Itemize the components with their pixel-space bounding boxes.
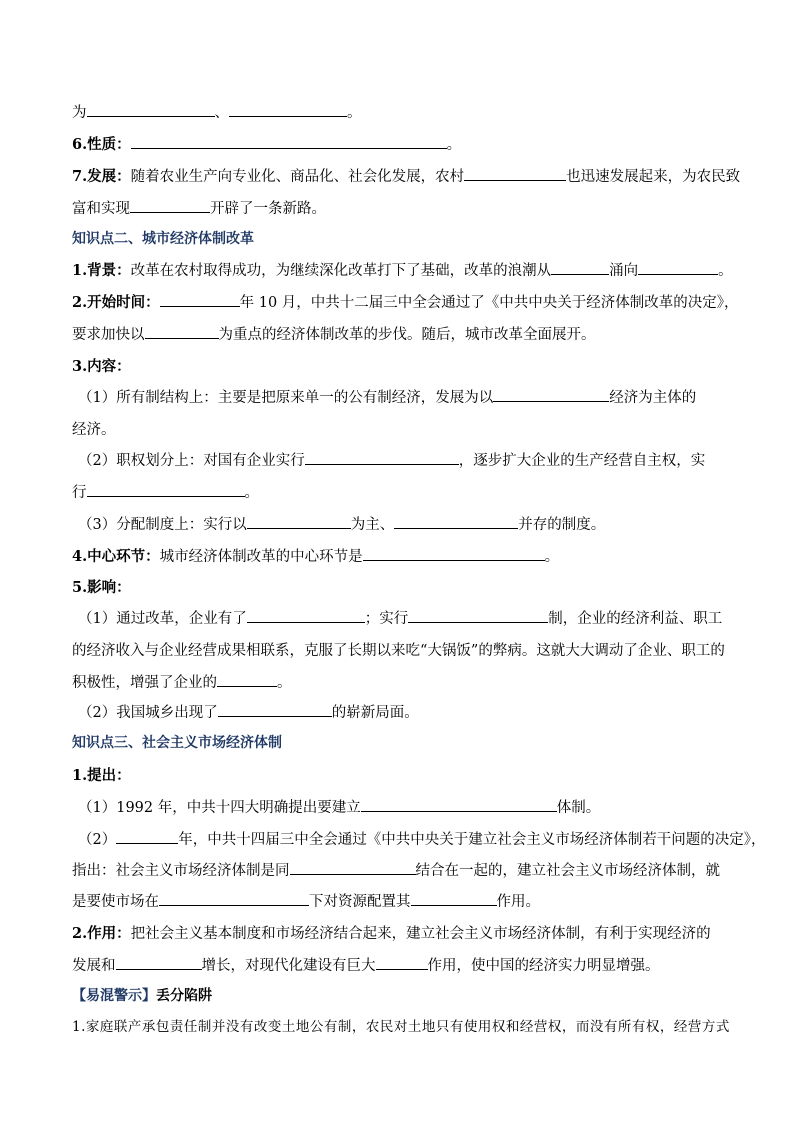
text-line: 4.中心环节：城市经济体制改革的中心环节是 。 <box>72 548 560 565</box>
text-line: 为 、 。 <box>72 101 362 122</box>
text-line: （2）我国城乡出现了 的崭新局面。 <box>78 701 419 722</box>
answer-blank[interactable] <box>116 829 178 844</box>
answer-blank[interactable] <box>247 514 351 529</box>
text-line: 积极性，增强了企业的 。 <box>72 671 292 692</box>
answer-blank[interactable] <box>87 102 215 117</box>
text-line: 是要使市场在 下对资源配置其 作用。 <box>72 890 540 911</box>
text-line: （2）职权划分上：对国有企业实行 ，逐步扩大企业的生产经营自主权，实 <box>78 449 705 470</box>
answer-blank[interactable] <box>638 260 718 275</box>
answer-blank[interactable] <box>411 891 497 906</box>
item-label: 6.性质： <box>72 136 131 153</box>
item-label: 7.发展： <box>72 168 131 185</box>
item-label: 3.内容： <box>72 358 131 375</box>
answer-blank[interactable] <box>493 387 609 402</box>
text-line: 1.家庭联产承包责任制并没有改变土地公有制，农民对土地只有使用权和经营权，而没有所有权，经营方式 <box>72 1019 730 1035</box>
text-line: 6.性质： 。 <box>72 136 462 153</box>
answer-blank[interactable] <box>116 955 202 970</box>
text-line: （1）所有制结构上：主要是把原来单一的公有制经济，发展为以 经济为主体的 <box>78 386 696 407</box>
item-label: 5.影响： <box>72 579 131 596</box>
text-line: （2） 年，中共十四届三中全会通过《中共中央关于建立社会主义市场经济体制若干问题的决定》， <box>78 828 765 849</box>
answer-blank[interactable] <box>145 324 219 339</box>
text-line: 行 。 <box>72 481 259 502</box>
text-line <box>72 355 131 376</box>
section-heading: 知识点三、社会主义市场经济体制 <box>72 735 282 751</box>
text-line: 1.背景：改革在农村取得成功，为继续深化改革打下了基础，改革的浪潮从 涌向 。 <box>72 262 733 279</box>
text-line: 要求加快以 为重点的经济体制改革的步伐。随后，城市改革全面展开。 <box>72 323 596 344</box>
text-line: 经济。 <box>72 422 116 438</box>
text-line: （1）通过改革，企业有了 ；实行 制，企业的经济利益、职工 <box>78 607 722 628</box>
text-line: 富和实现 开辟了一条新路。 <box>72 197 326 218</box>
answer-blank[interactable] <box>305 450 459 465</box>
answer-blank[interactable] <box>160 292 240 307</box>
answer-blank[interactable] <box>290 860 416 875</box>
text-line <box>72 576 131 597</box>
answer-blank[interactable] <box>87 482 245 497</box>
warning-tag: 【易混警示】 <box>72 988 156 1004</box>
answer-blank[interactable] <box>361 797 557 812</box>
item-label: 1.背景： <box>72 262 131 279</box>
answer-blank[interactable] <box>394 514 518 529</box>
answer-blank[interactable] <box>376 955 428 970</box>
answer-blank[interactable] <box>130 198 210 213</box>
text-line: （3）分配制度上：实行以 为主、 并存的制度。 <box>78 513 605 534</box>
answer-blank[interactable] <box>363 546 545 561</box>
answer-blank[interactable] <box>131 134 447 149</box>
text-line: 2.作用：把社会主义基本制度和市场经济结合起来，建立社会主义市场经济体制，有利于实现经济的 <box>72 925 711 942</box>
answer-blank[interactable] <box>217 672 277 687</box>
answer-blank[interactable] <box>229 102 347 117</box>
item-label: 4.中心环节： <box>72 548 160 565</box>
answer-blank[interactable] <box>218 702 332 717</box>
item-label: 2.作用： <box>72 925 131 942</box>
item-label: 1.提出： <box>72 767 131 784</box>
answer-blank[interactable] <box>464 166 566 181</box>
text-line: 的经济收入与企业经营成果相联系，克服了长期以来吃“大锅饭”的弊病。这就大大调动了企业、职工的 <box>72 643 725 659</box>
answer-blank[interactable] <box>247 608 365 623</box>
answer-blank[interactable] <box>551 260 609 275</box>
text-line: 7.发展：随着农业生产向专业化、商品化、社会化发展，农村 也迅速发展起来，为农民致 <box>72 168 741 185</box>
text-line: （1）1992 年，中共十四大明确提出要建立 体制。 <box>78 796 600 817</box>
text-line: 发展和 增长，对现代化建设有巨大 作用，使中国的经济实力明显增强。 <box>72 954 660 975</box>
answer-blank[interactable] <box>408 608 548 623</box>
warning-heading <box>72 985 212 1005</box>
item-label: 2.开始时间： <box>72 294 160 311</box>
text-line: 2.开始时间： 年 10 月，中共十二届三中全会通过了《中共中央关于经济体制改革的决定》， <box>72 294 739 311</box>
section-heading: 知识点二、城市经济体制改革 <box>72 231 254 247</box>
text-line: 指出：社会主义市场经济体制是同 结合在一起的，建立社会主义市场经济体制，就 <box>72 859 720 880</box>
answer-blank[interactable] <box>159 891 309 906</box>
text-line <box>72 764 131 785</box>
warning-title: 丢分陷阱 <box>156 988 212 1004</box>
